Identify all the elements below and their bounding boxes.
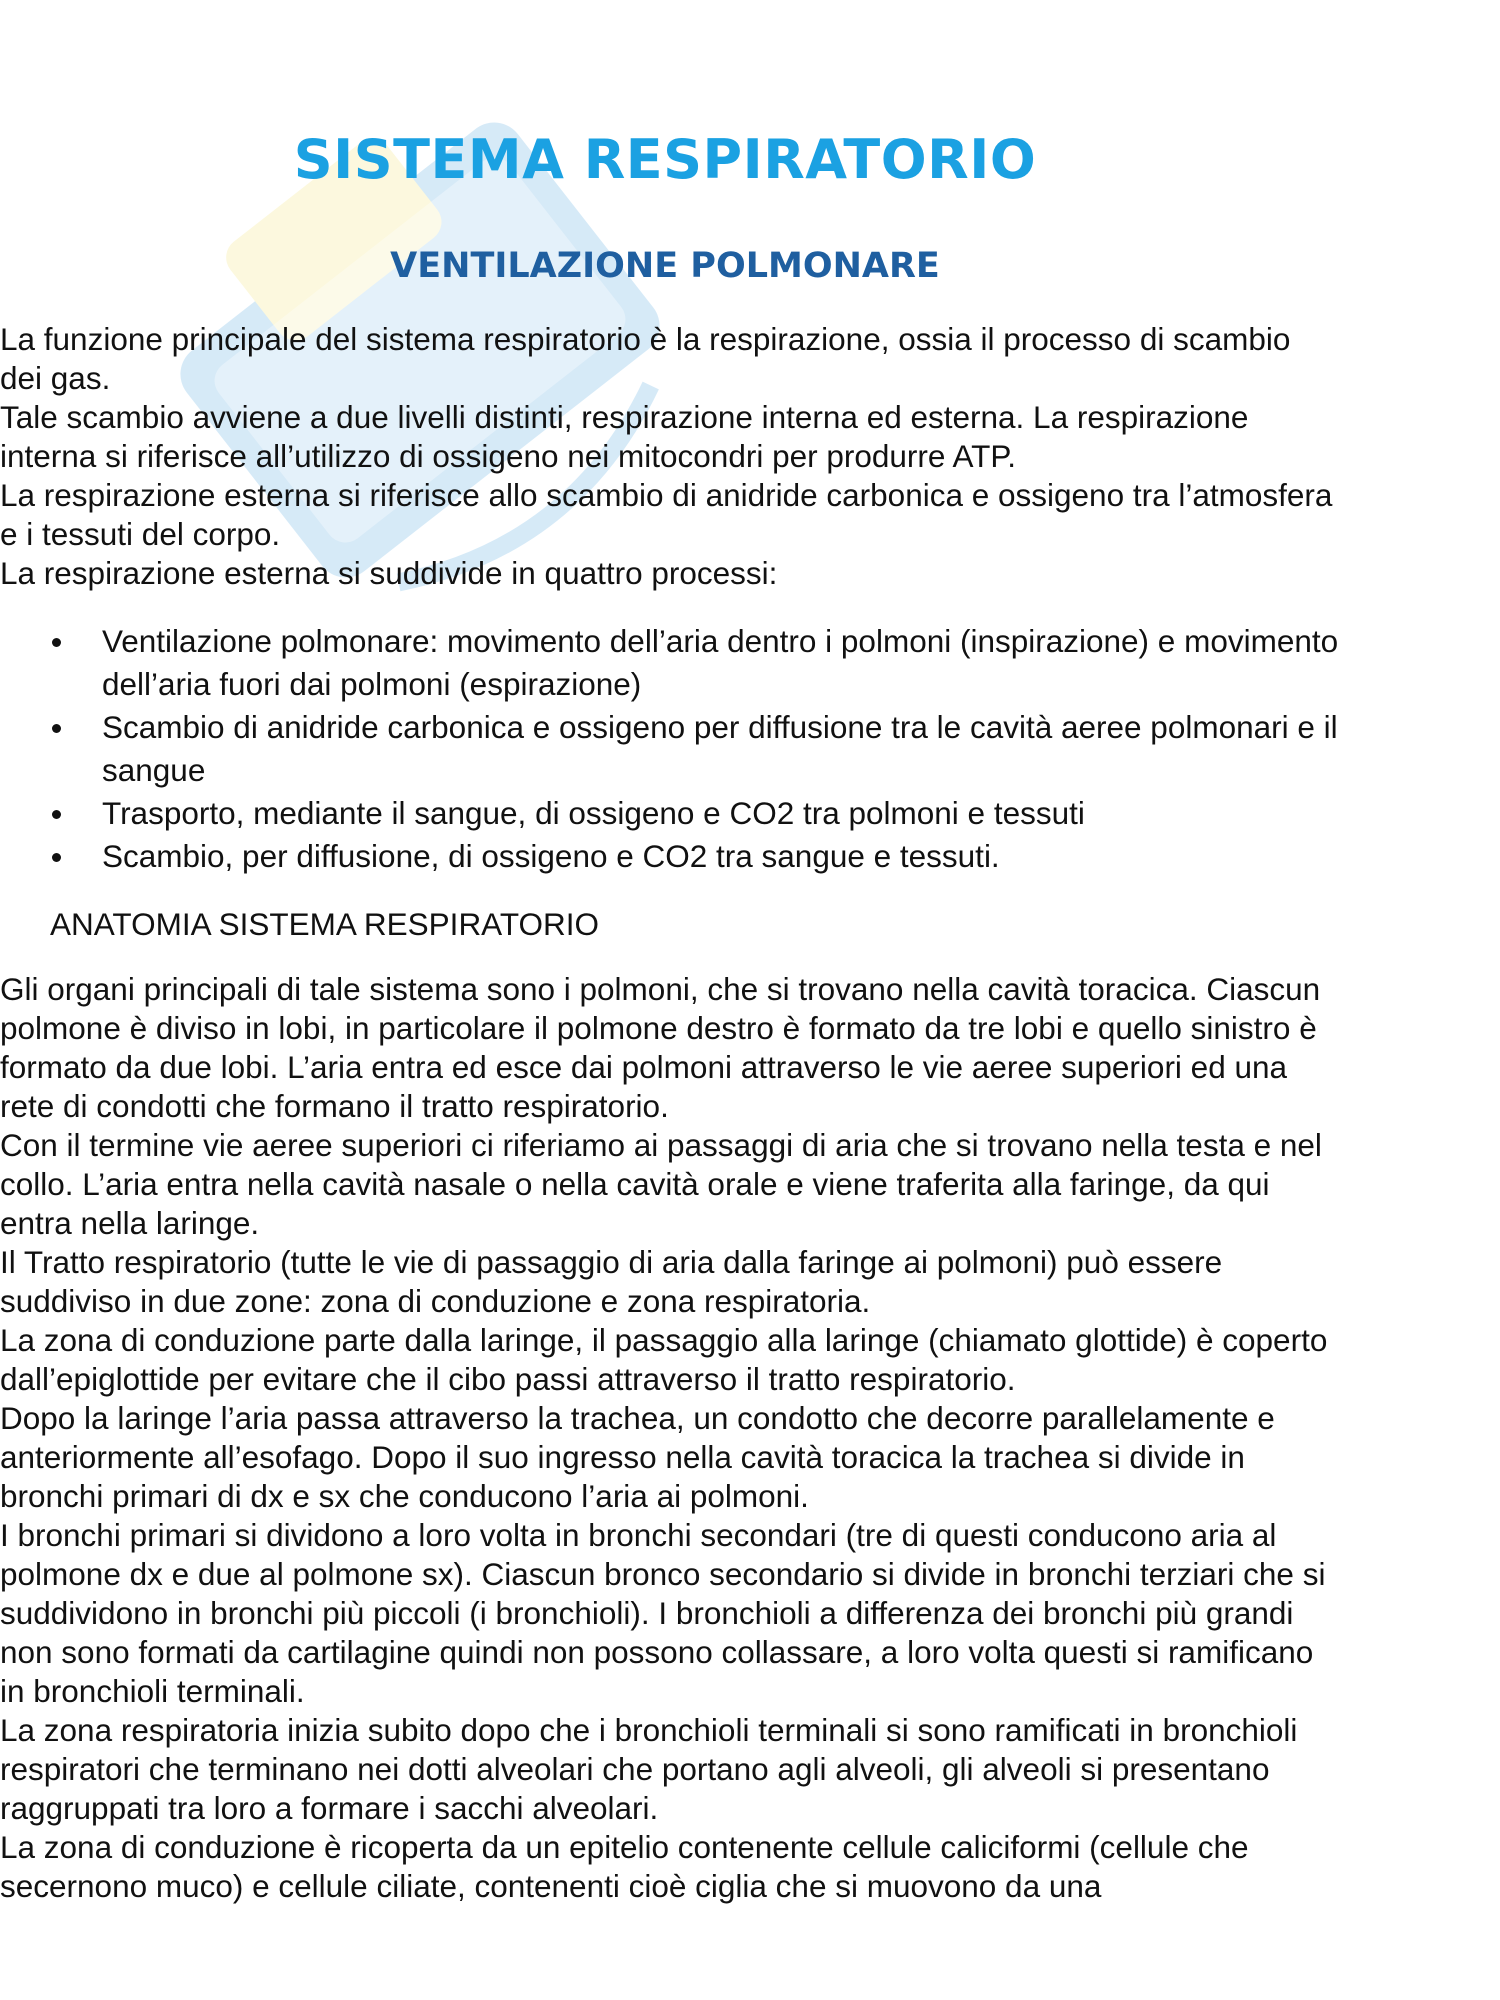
anatomy-section (0, 970, 1340, 1906)
list-item (0, 620, 1340, 706)
bullet-icon (52, 810, 61, 819)
document-subtitle: VENTILAZIONE POLMONARE (390, 246, 940, 286)
intro-paragraph: La respirazione esterna si riferisce allo scambio di anidride carbonica e ossigeno tra l’atmosfera e i tessuti del corpo. (0, 477, 1333, 552)
intro-paragraph: Tale scambio avviene a due livelli distinti, respirazione interna ed esterna. La respirazione interna si riferisce all’utilizzo di ossigeno nei mitocondri per produrre ATP. (0, 399, 1249, 474)
body-paragraph: La zona di conduzione è ricoperta da un epitelio contenente cellule caliciformi (cellule che secernono muco) e cellule ciliate, contenenti cioè ciglia che si muovono da una (0, 1829, 1249, 1904)
bullet-icon (52, 853, 61, 862)
list-item-text: Scambio, per diffusione, di ossigeno e CO2 tra sangue e tessuti. (102, 838, 1000, 874)
body-paragraph: Il Tratto respiratorio (tutte le vie di passaggio di aria dalla faringe ai polmoni) può essere suddiviso in due zone: zona di conduzione e zona respiratoria. (0, 1244, 1223, 1319)
body-paragraph: La zona di conduzione parte dalla laringe, il passaggio alla laringe (chiamato glottide) è coperto dall’epiglottide per evitare che il cibo passi attraverso il tratto respiratorio. (0, 1322, 1328, 1397)
intro-paragraph: La respirazione esterna si suddivide in quattro processi: (0, 555, 778, 591)
body-paragraph: Gli organi principali di tale sistema sono i polmoni, che si trovano nella cavità toracica. Ciascun polmone è diviso in lobi, in particolare il polmone destro è formato da tre lobi e quello sinistro è formato da due lobi. L’aria entra ed esce dai polmoni attraverso le vie aeree superiori ed una rete di condotti che formano il tratto respiratorio. (0, 971, 1321, 1124)
processes-list (0, 620, 1340, 878)
body-paragraph: Con il termine vie aeree superiori ci riferiamo ai passaggi di aria che si trovano nella testa e nel collo. L’aria entra nella cavità nasale o nella cavità orale e viene traferita alla faringe, da qui entra nella laringe. (0, 1127, 1322, 1241)
list-item-text: Trasporto, mediante il sangue, di ossigeno e CO2 tra polmoni e tessuti (102, 795, 1085, 831)
bullet-icon (52, 724, 61, 733)
list-item (0, 706, 1340, 792)
body-paragraph: I bronchi primari si dividono a loro volta in bronchi secondari (tre di questi conducono aria al polmone dx e due al polmone sx). Ciascun bronco secondario si divide in bronchi terziari che si suddividono in bronchi più piccoli (i bronchioli). I bronchioli a differenza dei bronchi più grandi non sono formati da cartilagine quindi non possono collassare, a loro volta questi si ramificano in bronchioli terminali. (0, 1517, 1326, 1709)
body-paragraph: La zona respiratoria inizia subito dopo che i bronchioli terminali si sono ramificati in bronchioli respiratori che terminano nei dotti alveolari che portano agli alveoli, gli alveoli si presentano raggruppati tra loro a formare i sacchi alveolari. (0, 1712, 1298, 1826)
list-item-text: Scambio di anidride carbonica e ossigeno per diffusione tra le cavità aeree polmonari e il sangue (102, 709, 1338, 788)
intro-section (0, 320, 1340, 593)
list-item-text: Ventilazione polmonare: movimento dell’aria dentro i polmoni (inspirazione) e movimento dell’aria fuori dai polmoni (espirazione) (102, 623, 1339, 702)
bullet-icon (52, 638, 61, 647)
body-paragraph: Dopo la laringe l’aria passa attraverso la trachea, un condotto che decorre parallelamente e anteriormente all’esofago. Dopo il suo ingresso nella cavità toracica la trachea si divide in bronchi primari di dx e sx che conducono l’aria ai polmoni. (0, 1400, 1275, 1514)
intro-paragraph: La funzione principale del sistema respiratorio è la respirazione, ossia il processo di scambio dei gas. (0, 321, 1291, 396)
list-item (0, 835, 1340, 878)
list-item (0, 792, 1340, 835)
section-heading: ANATOMIA SISTEMA RESPIRATORIO (50, 906, 600, 942)
document-title: SISTEMA RESPIRATORIO (293, 128, 1037, 191)
